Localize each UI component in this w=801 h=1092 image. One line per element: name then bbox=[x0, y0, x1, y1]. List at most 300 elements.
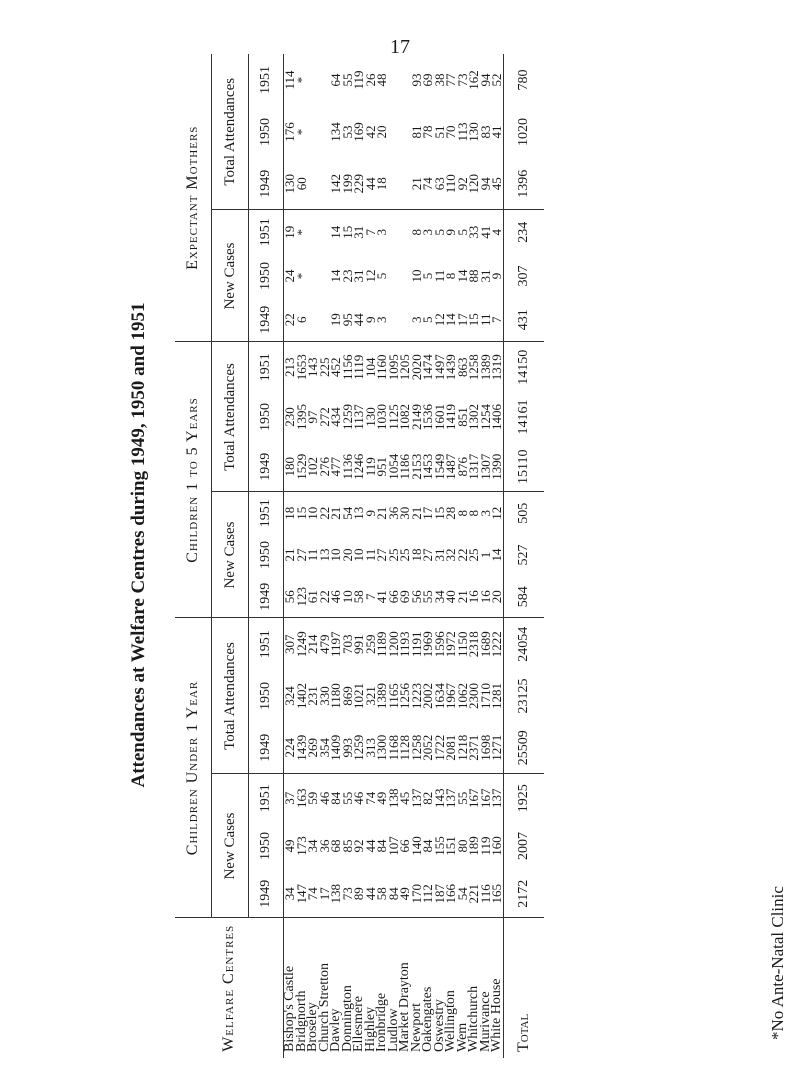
total-u1-new-1951: 1925 bbox=[503, 774, 544, 822]
cell-value: 14 bbox=[443, 313, 458, 327]
cell-value: 17 bbox=[316, 887, 332, 901]
cell-value: 38 bbox=[431, 73, 447, 87]
cell-value: 119 bbox=[477, 836, 493, 856]
cell-value: 10 bbox=[408, 269, 424, 283]
cell-value: 46 bbox=[351, 791, 366, 805]
cell-value: 104 bbox=[362, 357, 378, 377]
cell-value: 6 bbox=[293, 316, 309, 323]
cell-value: 70 bbox=[443, 125, 458, 139]
centre-name: Highley bbox=[362, 1006, 378, 1052]
cell-value: 330 bbox=[316, 686, 332, 706]
cell-value: 230 bbox=[282, 407, 297, 427]
cell-value: 143 bbox=[305, 357, 320, 377]
cell-value: 2318 bbox=[466, 631, 481, 658]
cell-value: * bbox=[293, 272, 309, 280]
cell-value: 137 bbox=[443, 788, 458, 808]
cell-value: 80 bbox=[454, 839, 470, 853]
cell-value: 74 bbox=[420, 177, 435, 191]
em-tot-column-1951 bbox=[284, 54, 504, 106]
cell-value: 869 bbox=[339, 686, 355, 706]
total-em-tot-1950: 1020 bbox=[503, 106, 544, 158]
cell-value: 84 bbox=[385, 887, 401, 901]
cell-value: * bbox=[293, 76, 309, 84]
u1-new-year-1949: 1949 bbox=[249, 870, 284, 918]
total-c15-new-1949: 584 bbox=[503, 576, 544, 618]
cell-value: 22 bbox=[282, 313, 297, 327]
cell-value: 8 bbox=[454, 510, 470, 517]
em-tot-column-1950 bbox=[284, 106, 504, 158]
cell-value: 1249 bbox=[293, 631, 309, 658]
cell-value: 272 bbox=[316, 407, 332, 427]
c15-tot-year-1950: 1950 bbox=[249, 392, 284, 442]
cell-value: 2149 bbox=[408, 404, 424, 430]
one-to-five-header: Children 1 to 5 Years bbox=[175, 342, 212, 618]
cell-value: 169 bbox=[351, 122, 366, 142]
em-tot-column-1949 bbox=[284, 158, 504, 210]
cell-value: 8 bbox=[466, 510, 481, 517]
cell-value: 12 bbox=[362, 269, 378, 283]
centre-name: Market Drayton bbox=[397, 962, 412, 1052]
cell-value: 14 bbox=[328, 269, 343, 283]
cell-value: 142 bbox=[328, 174, 343, 194]
cell-value: 46 bbox=[316, 791, 332, 805]
total-u1-new-1950: 2007 bbox=[503, 822, 544, 870]
cell-value: 58 bbox=[374, 887, 389, 901]
em-new-cases-header: New Cases bbox=[212, 210, 249, 342]
cell-value: 7 bbox=[362, 229, 378, 236]
cell-value: 18 bbox=[374, 177, 389, 191]
cell-value: 173 bbox=[293, 836, 309, 856]
cell-value: 21 bbox=[282, 548, 297, 562]
cell-value: 123 bbox=[293, 587, 309, 607]
cell-value: 140 bbox=[408, 836, 424, 856]
centre-name: Ironbridge bbox=[374, 992, 389, 1052]
cell-value: 66 bbox=[397, 839, 412, 853]
cell-value: 10 bbox=[328, 548, 343, 562]
c15-new-year-1951: 1951 bbox=[249, 492, 284, 534]
cell-value: 68 bbox=[328, 839, 343, 853]
cell-value: 1030 bbox=[374, 404, 389, 430]
cell-value: 54 bbox=[339, 506, 355, 520]
cell-value: 95 bbox=[339, 313, 355, 327]
cell-value: 1119 bbox=[351, 354, 366, 380]
cell-value: 2081 bbox=[443, 734, 458, 761]
total-c15-new-1951: 505 bbox=[503, 492, 544, 534]
c15-new-year-1949: 1949 bbox=[249, 576, 284, 618]
welfare-centres-header: Welfare Centres bbox=[175, 918, 284, 1058]
cell-value: 1156 bbox=[339, 354, 355, 381]
cell-value: 851 bbox=[454, 407, 470, 427]
cell-value: 1474 bbox=[420, 354, 435, 381]
cell-value: 452 bbox=[328, 357, 343, 377]
centre-name: Oakengates bbox=[420, 986, 435, 1052]
cell-value: 36 bbox=[385, 506, 401, 520]
cell-value: 31 bbox=[351, 225, 366, 239]
u1-new-column-1950 bbox=[284, 822, 504, 870]
cell-value: 18 bbox=[408, 548, 424, 562]
cell-value: 1180 bbox=[328, 683, 343, 709]
cell-value: 3 bbox=[420, 229, 435, 236]
u1-new-column-1949 bbox=[284, 870, 504, 918]
c15-new-column-1950 bbox=[284, 534, 504, 576]
em-new-year-1950: 1950 bbox=[249, 254, 284, 298]
cell-value: 231 bbox=[305, 686, 320, 706]
cell-value: 7 bbox=[362, 593, 378, 600]
cell-value: 49 bbox=[374, 791, 389, 805]
cell-value: 1409 bbox=[328, 734, 343, 761]
cell-value: 4 bbox=[489, 229, 504, 236]
cell-value: 134 bbox=[328, 122, 343, 142]
cell-value: 1186 bbox=[397, 453, 412, 480]
cell-value: 1136 bbox=[339, 453, 355, 480]
year-header-row bbox=[249, 54, 284, 1058]
cell-value: 17 bbox=[454, 313, 470, 327]
cell-value: 119 bbox=[362, 457, 378, 477]
cell-value: 113 bbox=[454, 122, 470, 142]
cell-value: 991 bbox=[351, 634, 366, 654]
cell-value: 313 bbox=[362, 738, 378, 758]
cell-value: 1222 bbox=[489, 631, 504, 658]
cell-value: 1389 bbox=[477, 354, 493, 381]
cell-value: 19 bbox=[282, 225, 297, 239]
total-u1-tot-1951: 24054 bbox=[503, 618, 544, 670]
cell-value: 12 bbox=[431, 313, 447, 327]
page-title: Attendances at Welfare Centres during 1949, 1950 and 1951 bbox=[128, 302, 149, 788]
cell-value: 1191 bbox=[408, 631, 424, 658]
centre-name: Wem bbox=[454, 1022, 470, 1052]
cell-value: 41 bbox=[489, 125, 504, 139]
cell-value: 165 bbox=[489, 884, 504, 904]
cell-value: 1082 bbox=[397, 404, 412, 430]
centre-name: White House bbox=[489, 978, 504, 1052]
cell-value: 54 bbox=[454, 887, 470, 901]
c15-tot-year-1949: 1949 bbox=[249, 442, 284, 492]
cell-value: 951 bbox=[374, 457, 389, 477]
c15-new-year-1950: 1950 bbox=[249, 534, 284, 576]
cell-value: 77 bbox=[443, 73, 458, 87]
cell-value: 25 bbox=[466, 548, 481, 562]
cell-value: 1395 bbox=[293, 404, 309, 430]
cell-value: * bbox=[293, 229, 309, 236]
cell-value: 170 bbox=[408, 884, 424, 904]
cell-value: 55 bbox=[339, 73, 355, 87]
cell-value: 1389 bbox=[374, 683, 389, 709]
cell-value: 1634 bbox=[431, 683, 447, 709]
cell-value: 1601 bbox=[431, 404, 447, 430]
cell-value: 32 bbox=[443, 548, 458, 562]
cell-value: 214 bbox=[305, 634, 320, 654]
cell-value: 55 bbox=[454, 791, 470, 805]
cell-value: 5 bbox=[374, 272, 389, 280]
c15-new-column-1949 bbox=[284, 576, 504, 618]
cell-value: 27 bbox=[293, 548, 309, 562]
cell-value: 51 bbox=[431, 125, 447, 139]
cell-value: 7 bbox=[489, 316, 504, 323]
cell-value: 166 bbox=[443, 884, 458, 904]
cell-value: 14 bbox=[328, 225, 343, 239]
cell-value: 1529 bbox=[293, 453, 309, 480]
total-row bbox=[503, 54, 544, 1058]
centre-name: Dawley bbox=[328, 1008, 343, 1052]
cell-value: 1150 bbox=[454, 631, 470, 658]
page-number: 17 bbox=[390, 36, 410, 58]
total-em-new-1951: 234 bbox=[503, 210, 544, 254]
cell-value: 143 bbox=[431, 788, 447, 808]
cell-value: 130 bbox=[282, 174, 297, 194]
cell-value: 180 bbox=[282, 457, 297, 477]
cell-value: 229 bbox=[351, 174, 366, 194]
centre-name: Whitchurch bbox=[466, 985, 481, 1052]
cell-value: 167 bbox=[477, 788, 493, 808]
cell-value: 44 bbox=[362, 177, 378, 191]
cell-value: 45 bbox=[397, 791, 412, 805]
c15-tot-year-1951: 1951 bbox=[249, 342, 284, 392]
cell-value: 1256 bbox=[397, 683, 412, 709]
cell-value: 1967 bbox=[443, 683, 458, 709]
cell-value: 137 bbox=[408, 788, 424, 808]
centre-name: Church Stretton bbox=[316, 962, 332, 1052]
cell-value: 112 bbox=[420, 884, 435, 904]
centre-name: Ludlow bbox=[385, 1008, 401, 1052]
centre-names-column bbox=[284, 918, 504, 1058]
cell-value: 1439 bbox=[293, 734, 309, 761]
cell-value: 1689 bbox=[477, 631, 493, 658]
cell-value: 53 bbox=[339, 125, 355, 139]
cell-value: 114 bbox=[282, 70, 297, 90]
centre-name: Oswestry bbox=[431, 999, 447, 1052]
cell-value: 27 bbox=[420, 548, 435, 562]
cell-value: 34 bbox=[282, 887, 297, 901]
cell-value: 18 bbox=[282, 506, 297, 520]
cell-value: 221 bbox=[466, 884, 481, 904]
c15-tot-column-1950 bbox=[284, 392, 504, 442]
cell-value: 1193 bbox=[397, 631, 412, 658]
cell-value: 81 bbox=[408, 125, 424, 139]
cell-value: 3 bbox=[477, 510, 493, 517]
total-em-tot-1951: 780 bbox=[503, 54, 544, 106]
cell-value: 27 bbox=[374, 548, 389, 562]
cell-value: 5 bbox=[420, 272, 435, 280]
cell-value: 1969 bbox=[420, 631, 435, 658]
cell-value: 11 bbox=[431, 269, 447, 283]
cell-value: 55 bbox=[420, 590, 435, 604]
cell-value: 155 bbox=[431, 836, 447, 856]
cell-value: 137 bbox=[489, 788, 504, 808]
cell-value: 1160 bbox=[374, 354, 389, 381]
cell-value: 11 bbox=[305, 548, 320, 562]
cell-value: 1271 bbox=[489, 734, 504, 761]
total-em-new-1949: 431 bbox=[503, 298, 544, 342]
centre-name: Ellesmere bbox=[351, 996, 366, 1052]
cell-value: 225 bbox=[316, 357, 332, 377]
total-c15-tot-1949: 15110 bbox=[503, 442, 544, 492]
cell-value: 151 bbox=[443, 836, 458, 856]
cell-value: 88 bbox=[466, 269, 481, 283]
cell-value: 2052 bbox=[420, 734, 435, 761]
cell-value: 15 bbox=[339, 225, 355, 239]
cell-value: 69 bbox=[397, 590, 412, 604]
total-label: Total bbox=[503, 918, 544, 1058]
em-new-column-1949 bbox=[284, 298, 504, 342]
cell-value: 434 bbox=[328, 407, 343, 427]
total-em-new-1950: 307 bbox=[503, 254, 544, 298]
total-c15-new-1950: 527 bbox=[503, 534, 544, 576]
cell-value: 307 bbox=[282, 634, 297, 654]
cell-value: 21 bbox=[328, 506, 343, 520]
cell-value: 119 bbox=[351, 70, 366, 90]
cell-value: 1021 bbox=[351, 683, 366, 709]
cell-value: 9 bbox=[489, 272, 504, 280]
cell-value: 477 bbox=[328, 457, 343, 477]
centre-name: Murivance bbox=[477, 991, 493, 1052]
u1-new-year-1950: 1950 bbox=[249, 822, 284, 870]
cell-value: 876 bbox=[454, 457, 470, 477]
cell-value: 84 bbox=[374, 839, 389, 853]
cell-value: 22 bbox=[316, 590, 332, 604]
cell-value: 73 bbox=[454, 73, 470, 87]
cell-value: 5 bbox=[431, 229, 447, 236]
cell-value: 324 bbox=[282, 686, 297, 706]
cell-value: 44 bbox=[362, 887, 378, 901]
total-em-tot-1949: 1396 bbox=[503, 158, 544, 210]
cell-value: 45 bbox=[489, 177, 504, 191]
cell-value: * bbox=[293, 128, 309, 136]
total-c15-tot-1951: 14150 bbox=[503, 342, 544, 392]
cell-value: 1205 bbox=[397, 354, 412, 381]
cell-value: 13 bbox=[316, 548, 332, 562]
cell-value: 2371 bbox=[466, 734, 481, 761]
total-u1-tot-1949: 25509 bbox=[503, 722, 544, 774]
cell-value: 63 bbox=[431, 177, 447, 191]
cell-value: 176 bbox=[282, 122, 297, 142]
expectant-mothers-header: Expectant Mothers bbox=[175, 54, 212, 342]
cell-value: 321 bbox=[362, 686, 378, 706]
cell-value: 110 bbox=[443, 174, 458, 194]
u1-tot-column-1950 bbox=[284, 670, 504, 722]
u1-new-year-1951: 1951 bbox=[249, 774, 284, 822]
cell-value: 21 bbox=[408, 177, 424, 191]
cell-value: 1497 bbox=[431, 354, 447, 381]
cell-value: 34 bbox=[305, 839, 320, 853]
cell-value: 160 bbox=[489, 836, 504, 856]
cell-value: 82 bbox=[420, 791, 435, 805]
cell-value: 130 bbox=[466, 122, 481, 142]
cell-value: 276 bbox=[316, 457, 332, 477]
cell-value: 1125 bbox=[385, 404, 401, 430]
cell-value: 23 bbox=[339, 269, 355, 283]
cell-value: 120 bbox=[466, 174, 481, 194]
cell-value: 94 bbox=[477, 177, 493, 191]
cell-value: 31 bbox=[431, 548, 447, 562]
cell-value: 1390 bbox=[489, 453, 504, 480]
cell-value: 89 bbox=[351, 887, 366, 901]
cell-value: 1406 bbox=[489, 404, 504, 430]
cell-value: 993 bbox=[339, 738, 355, 758]
cell-value: 15 bbox=[293, 506, 309, 520]
cell-value: 1536 bbox=[420, 404, 435, 430]
cell-value: 44 bbox=[351, 313, 366, 327]
cell-value: 163 bbox=[293, 788, 309, 808]
cell-value: 17 bbox=[420, 506, 435, 520]
c15-tot-column-1951 bbox=[284, 342, 504, 392]
cell-value: 58 bbox=[351, 590, 366, 604]
cell-value: 1972 bbox=[443, 631, 458, 658]
cell-value: 14 bbox=[489, 548, 504, 562]
cell-value: 1487 bbox=[443, 453, 458, 480]
u1-tot-column-1949 bbox=[284, 722, 504, 774]
cell-value: 59 bbox=[305, 791, 320, 805]
cell-value: 1223 bbox=[408, 683, 424, 709]
cell-value: 73 bbox=[339, 887, 355, 901]
cell-value: 1307 bbox=[477, 453, 493, 480]
cell-value: 1062 bbox=[454, 683, 470, 709]
cell-value: 41 bbox=[374, 590, 389, 604]
cell-value: 5 bbox=[454, 229, 470, 236]
em-total-attendances-header: Total Attendances bbox=[212, 54, 249, 210]
cell-value: 187 bbox=[431, 884, 447, 904]
cell-value: 162 bbox=[466, 70, 481, 90]
cell-value: 9 bbox=[362, 510, 378, 517]
cell-value: 1095 bbox=[385, 354, 401, 381]
cell-value: 20 bbox=[489, 590, 504, 604]
cell-value: 42 bbox=[362, 125, 378, 139]
cell-value: 1218 bbox=[454, 734, 470, 761]
cell-value: 94 bbox=[477, 73, 493, 87]
cell-value: 1722 bbox=[431, 734, 447, 761]
cell-value: 33 bbox=[466, 225, 481, 239]
cell-value: 116 bbox=[477, 884, 493, 904]
em-new-year-1951: 1951 bbox=[249, 210, 284, 254]
cell-value: 56 bbox=[408, 590, 424, 604]
cell-value: 130 bbox=[362, 407, 378, 427]
cell-value: 74 bbox=[305, 887, 320, 901]
cell-value: 1698 bbox=[477, 734, 493, 761]
em-new-year-1949: 1949 bbox=[249, 298, 284, 342]
cell-value: 213 bbox=[282, 357, 297, 377]
cell-value: 107 bbox=[385, 836, 401, 856]
cell-value: 138 bbox=[328, 884, 343, 904]
cell-value: 21 bbox=[374, 506, 389, 520]
cell-value: 863 bbox=[454, 357, 470, 377]
cell-value: 97 bbox=[305, 410, 320, 424]
centre-name: Bishop's Castle bbox=[282, 965, 297, 1052]
cell-value: 31 bbox=[477, 269, 493, 283]
cell-value: 2020 bbox=[408, 354, 424, 381]
u1-tot-column-1951 bbox=[284, 618, 504, 670]
cell-value: 64 bbox=[328, 73, 343, 87]
cell-value: 1419 bbox=[443, 404, 458, 430]
cell-value: 3 bbox=[374, 229, 389, 236]
cell-value: 56 bbox=[282, 590, 297, 604]
u1-total-attendances-header: Total Attendances bbox=[212, 618, 249, 774]
centre-name: Donnington bbox=[339, 985, 355, 1052]
under-1-header: Children Under 1 Year bbox=[175, 618, 212, 918]
cell-value: 52 bbox=[489, 73, 504, 87]
cell-value: 24 bbox=[282, 269, 297, 283]
cell-value: 15 bbox=[466, 313, 481, 327]
cell-value: 1258 bbox=[408, 734, 424, 761]
cell-value: 2153 bbox=[408, 453, 424, 480]
cell-value: 2300 bbox=[466, 683, 481, 709]
cell-value: 102 bbox=[305, 457, 320, 477]
data-block bbox=[284, 54, 504, 1058]
em-tot-year-1949: 1949 bbox=[249, 158, 284, 210]
cell-value: 1300 bbox=[374, 734, 389, 761]
cell-value: 49 bbox=[282, 839, 297, 853]
cell-value: 25 bbox=[397, 548, 412, 562]
cell-value: 78 bbox=[420, 125, 435, 139]
cell-value: 1246 bbox=[351, 453, 366, 480]
